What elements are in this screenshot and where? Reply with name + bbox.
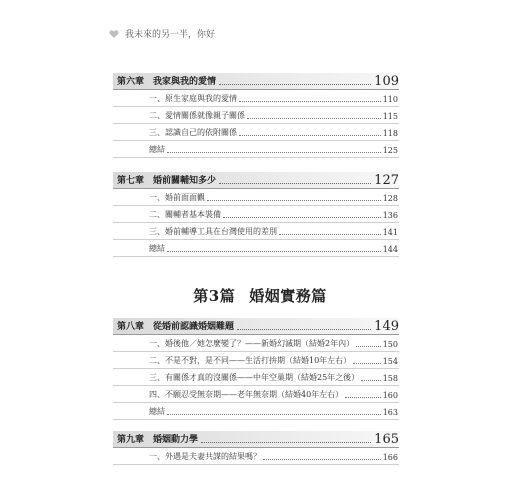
toc-entry[interactable] bbox=[113, 189, 399, 206]
part-title: 婚姻實務篇 bbox=[249, 287, 327, 305]
dot-leader bbox=[247, 118, 381, 119]
dot-leader bbox=[353, 363, 381, 364]
toc-chapter-8 bbox=[113, 318, 399, 420]
toc-entry[interactable] bbox=[113, 206, 399, 223]
chapter-title: 婚前關輔知多少 bbox=[153, 176, 217, 186]
toc-entry[interactable] bbox=[113, 107, 399, 124]
entry-title: 三、有關係才真的沒關係——中年空巢期（結婚25年之後） bbox=[149, 373, 360, 382]
entry-title: 一、外遇是夫妻共謀的結果嗎？ bbox=[149, 452, 261, 461]
toc-entry[interactable] bbox=[113, 403, 399, 420]
entry-page: 128 bbox=[382, 194, 398, 203]
entry-title: 一、婚前面面觀 bbox=[149, 193, 205, 202]
toc-entry[interactable] bbox=[113, 90, 399, 107]
entry-title: 二、不是不對，是不同——生活打拚期（結婚10年左右） bbox=[149, 356, 352, 365]
entry-title: 總結 bbox=[149, 244, 165, 253]
entry-page: 150 bbox=[382, 340, 398, 349]
entry-page: 125 bbox=[382, 146, 398, 155]
chapter-heading[interactable] bbox=[113, 431, 399, 448]
chapter-title: 從婚前認識婚姻難題 bbox=[153, 322, 235, 332]
running-header-text: 我未來的另一半，你好 bbox=[125, 30, 216, 40]
dot-leader bbox=[345, 397, 381, 398]
chapter-title: 婚姻動力學 bbox=[153, 435, 199, 445]
toc-entry[interactable] bbox=[113, 223, 399, 240]
chapter-page: 149 bbox=[374, 319, 399, 334]
entry-page: 110 bbox=[382, 95, 398, 104]
dot-leader bbox=[263, 459, 381, 460]
entry-page: 141 bbox=[382, 228, 398, 237]
chapter-number: 第九章 bbox=[117, 435, 145, 445]
toc-entry[interactable] bbox=[113, 240, 399, 257]
entry-title: 一、原生家庭與我的愛情 bbox=[149, 94, 237, 103]
entry-title: 二、愛情關係就像親子關係 bbox=[149, 111, 245, 120]
entry-page: 118 bbox=[382, 129, 398, 138]
entry-title: 一、婚後他／她怎麼變了？——新婚幻滅期（結婚2年內） bbox=[149, 339, 355, 348]
entry-page: 160 bbox=[382, 391, 398, 400]
heart-icon bbox=[109, 29, 119, 39]
chapter-heading[interactable] bbox=[113, 172, 399, 189]
entry-page: 163 bbox=[382, 408, 398, 417]
entry-title: 總結 bbox=[149, 145, 165, 154]
entry-page: 144 bbox=[382, 245, 398, 254]
chapter-heading[interactable] bbox=[113, 73, 399, 90]
toc-chapter-9 bbox=[113, 431, 399, 465]
dot-leader bbox=[207, 200, 381, 201]
toc-entry[interactable] bbox=[113, 386, 399, 403]
dot-leader bbox=[167, 414, 381, 415]
chapter-number: 第七章 bbox=[117, 176, 145, 186]
toc-entry[interactable] bbox=[113, 141, 399, 158]
toc-entry[interactable] bbox=[113, 335, 399, 352]
entry-title: 總結 bbox=[149, 407, 165, 416]
chapter-heading[interactable] bbox=[113, 318, 399, 335]
part-label: 第3篇 bbox=[193, 287, 236, 305]
entry-title: 三、婚前輔導工具在台灣使用的差別 bbox=[149, 227, 277, 236]
toc-chapter-6 bbox=[113, 73, 399, 158]
dot-leader bbox=[361, 380, 381, 381]
toc-chapter-7 bbox=[113, 172, 399, 257]
dot-leader bbox=[223, 217, 381, 218]
toc-entry[interactable] bbox=[113, 448, 399, 465]
dot-leader bbox=[356, 346, 381, 347]
chapter-page: 109 bbox=[374, 74, 399, 89]
dot-leader bbox=[167, 152, 381, 153]
dot-leader bbox=[239, 135, 381, 136]
dot-leader bbox=[219, 183, 371, 184]
dot-leader bbox=[167, 251, 381, 252]
entry-title: 四、不願忍受無奈期——老年無奈期（結婚40年左右） bbox=[149, 390, 344, 399]
dot-leader bbox=[239, 101, 381, 102]
chapter-number: 第六章 bbox=[117, 77, 145, 87]
toc-entry[interactable] bbox=[113, 352, 399, 369]
entry-page: 154 bbox=[382, 357, 398, 366]
running-header bbox=[109, 27, 215, 40]
dot-leader bbox=[219, 84, 371, 85]
chapter-title: 我家與我的愛情 bbox=[153, 77, 217, 87]
entry-title: 二、關輔者基本裝備 bbox=[149, 210, 221, 219]
entry-page: 166 bbox=[382, 453, 398, 462]
toc-entry[interactable] bbox=[113, 124, 399, 141]
toc-entry[interactable] bbox=[113, 369, 399, 386]
dot-leader bbox=[279, 234, 381, 235]
dot-leader bbox=[237, 329, 371, 330]
chapter-page: 127 bbox=[374, 173, 399, 188]
chapter-number: 第八章 bbox=[117, 322, 145, 332]
entry-page: 115 bbox=[382, 112, 398, 121]
entry-title: 三、認識自己的依附關係 bbox=[149, 128, 237, 137]
dot-leader bbox=[201, 442, 371, 443]
entry-page: 158 bbox=[382, 374, 398, 383]
part-heading bbox=[0, 285, 520, 306]
chapter-page: 165 bbox=[374, 432, 399, 447]
entry-page: 136 bbox=[382, 211, 398, 220]
